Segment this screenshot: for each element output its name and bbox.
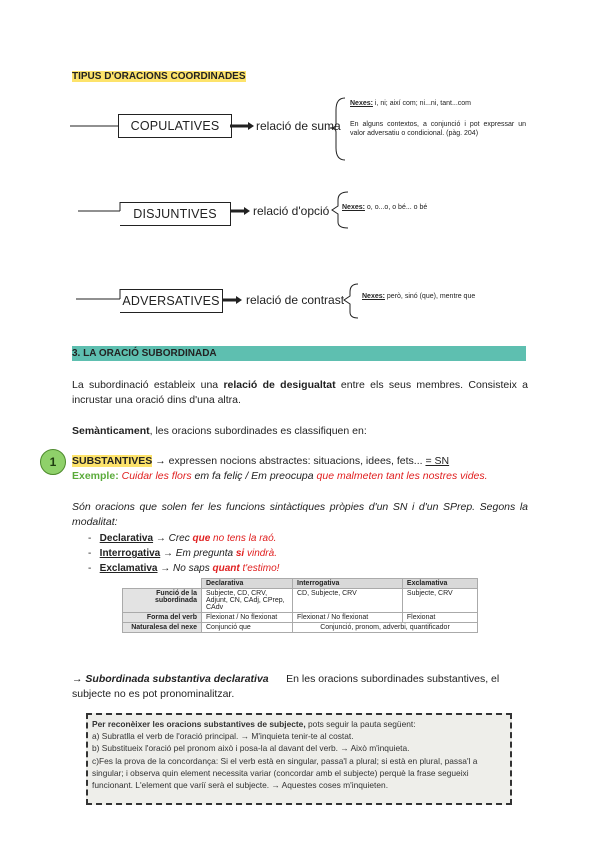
semantic-paragraph <box>72 424 528 439</box>
tip-step-b: b) Substitueix l'oració pel pronom això i posa-la al davant del verb. → Això m'inquieta. <box>92 743 410 754</box>
tip-box <box>86 713 512 805</box>
example-red-a: Cuidar les flors <box>118 470 192 482</box>
modality-item: - Exclamativa → No saps quant t'estimo! <box>88 563 280 574</box>
semantic-bold: Semànticament <box>72 425 150 437</box>
table-cell: Subjecte, CRV <box>402 589 477 613</box>
table-header-cell: Declarativa <box>202 579 293 589</box>
substantives-title: SUBSTANTIVES <box>72 455 153 467</box>
nexes-label: Nexes: <box>362 293 385 300</box>
tip-step-c: c)Fes la prova de la concordança: Si el verb està en singular, passa'l a plural; si està en plural, passa'l a singular; i observa quin element necessita variar (concordar amb el subjecte) perquè la frase segueixi funcionant. L'element que variï serà el subjecte. → Aquestes coses m'inquieten. <box>92 755 478 791</box>
modality-c: vindrà. <box>244 548 277 559</box>
example-label: Exemple: <box>72 470 119 482</box>
intro-text-c: entre els seus membres. Consisteix a incrustar una oració dins d'una altra. <box>72 379 528 406</box>
disjuntives-box: DISJUNTIVES <box>120 202 231 226</box>
table-cell: Flexionat / No flexionat <box>202 613 293 623</box>
tip-intro-bold: Per reconèixer les oracions substantives de subjecte, <box>92 719 306 729</box>
copulatives-nexes <box>350 99 526 108</box>
table-cell: CD, Subjecte, CRV <box>293 589 403 613</box>
modality-b: si <box>235 548 245 559</box>
modality-a: → Crec <box>153 533 193 544</box>
table-cell: Flexionat / No flexionat <box>293 613 403 623</box>
disjuntives-relation: relació d'opció <box>253 204 330 218</box>
table-header-row <box>123 579 478 589</box>
declarativa-text: En les oracions subordinades substantives, el subjecte no es pot pronominalitzar. <box>72 673 500 700</box>
declarativa-title: → Subordinada substantiva declarativa <box>72 673 269 685</box>
modality-c: no tens la raó. <box>210 533 277 544</box>
tip-intro <box>92 718 506 730</box>
subordinate-table <box>122 578 478 633</box>
modality-name: Exclamativa <box>99 563 158 574</box>
adversatives-nexes <box>362 292 522 301</box>
table-cell: Conjunció que <box>202 623 293 633</box>
table-row-header: Naturalesa del nexe <box>123 623 202 633</box>
coord-section-title: TIPUS D'ORACIONS COORDINADES <box>72 71 246 82</box>
example-line <box>72 469 528 484</box>
table-cell: Subjecte, CD, CRV, Adjunt, CN, CAdj, CPrep, CAdv <box>202 589 293 613</box>
copulatives-box: COPULATIVES <box>118 114 232 138</box>
copulatives-note: En alguns contextos, a conjunció i pot expressar un valor adversatiu o condicional. (pàg. 204) <box>350 121 526 137</box>
subordinada-header-bar <box>72 346 526 361</box>
table-cell: Conjunció, pronom, adverbi, quantificador <box>293 623 478 633</box>
modality-item: - Declarativa → Crec que no tens la raó. <box>88 533 277 544</box>
adversatives-relation: relació de contrast <box>246 293 345 307</box>
table-cell: Flexionat <box>402 613 477 623</box>
modality-b: que <box>192 533 211 544</box>
copulatives-relation: relació de suma <box>256 119 341 133</box>
tip-step-a: a) Subratlla el verb de l'oració principal. → M'inquieta tenir-te al costat. <box>92 731 354 742</box>
modality-c: t'estimo! <box>239 563 280 574</box>
substantives-desc: → expressen nocions abstractes: situacions, idees, fets... <box>152 455 426 467</box>
adversatives-box: ADVERSATIVES <box>120 289 223 313</box>
tip-intro-rest: pots seguir la pauta següent: <box>305 719 416 729</box>
modality-name: Declarativa <box>99 533 154 544</box>
modality-a: → No saps <box>157 563 213 574</box>
nexes-text: però, sinó (que), mentre que <box>384 293 476 300</box>
nexes-label: Nexes: <box>350 100 373 107</box>
nexes-label: Nexes: <box>342 204 365 211</box>
declarativa-paragraph <box>72 672 528 702</box>
intro-text-a: La subordinació estableix una <box>72 379 224 391</box>
table-header-cell: Exclamativa <box>402 579 477 589</box>
table-row <box>123 589 478 613</box>
modality-name: Interrogativa <box>99 548 161 559</box>
table-row-header: Forma del verb <box>123 613 202 623</box>
example-text-b: em fa feliç / Em preocupa <box>191 470 317 482</box>
modality-b: quant <box>212 563 240 574</box>
table-row <box>123 613 478 623</box>
intro-bold: relació de desigualtat <box>223 379 336 391</box>
table-row <box>123 623 478 633</box>
modality-a: → Em pregunta <box>160 548 236 559</box>
example-red-c: que malmeten tant les nostres vides. <box>316 470 488 482</box>
intro-paragraph <box>72 378 528 408</box>
number-badge: 1 <box>40 449 66 475</box>
subordinada-title: 3. LA ORACIÓ SUBORDINADA <box>72 348 217 359</box>
table-row-header: Funció de la subordinada <box>123 589 202 613</box>
table-header-cell: Interrogativa <box>293 579 403 589</box>
table-header-cell <box>123 579 202 589</box>
nexes-text: i, ni; així com; ni...ni, tant...com <box>372 100 472 107</box>
nexes-text: o, o...o, o bé... o bé <box>364 204 428 211</box>
substantives-line <box>72 454 528 469</box>
modalities-list <box>88 531 518 576</box>
sn-label: = SN <box>425 455 450 467</box>
modality-item: - Interrogativa → Em pregunta si vindrà. <box>88 548 277 559</box>
semantic-text: , les oracions subordinades es classifiquen en: <box>149 425 367 437</box>
functions-paragraph: Són oracions que solen fer les funcions sintàctiques pròpies d'un SN i d'un SPrep. Segons la modalitat: <box>72 501 528 528</box>
disjuntives-nexes <box>342 203 492 212</box>
